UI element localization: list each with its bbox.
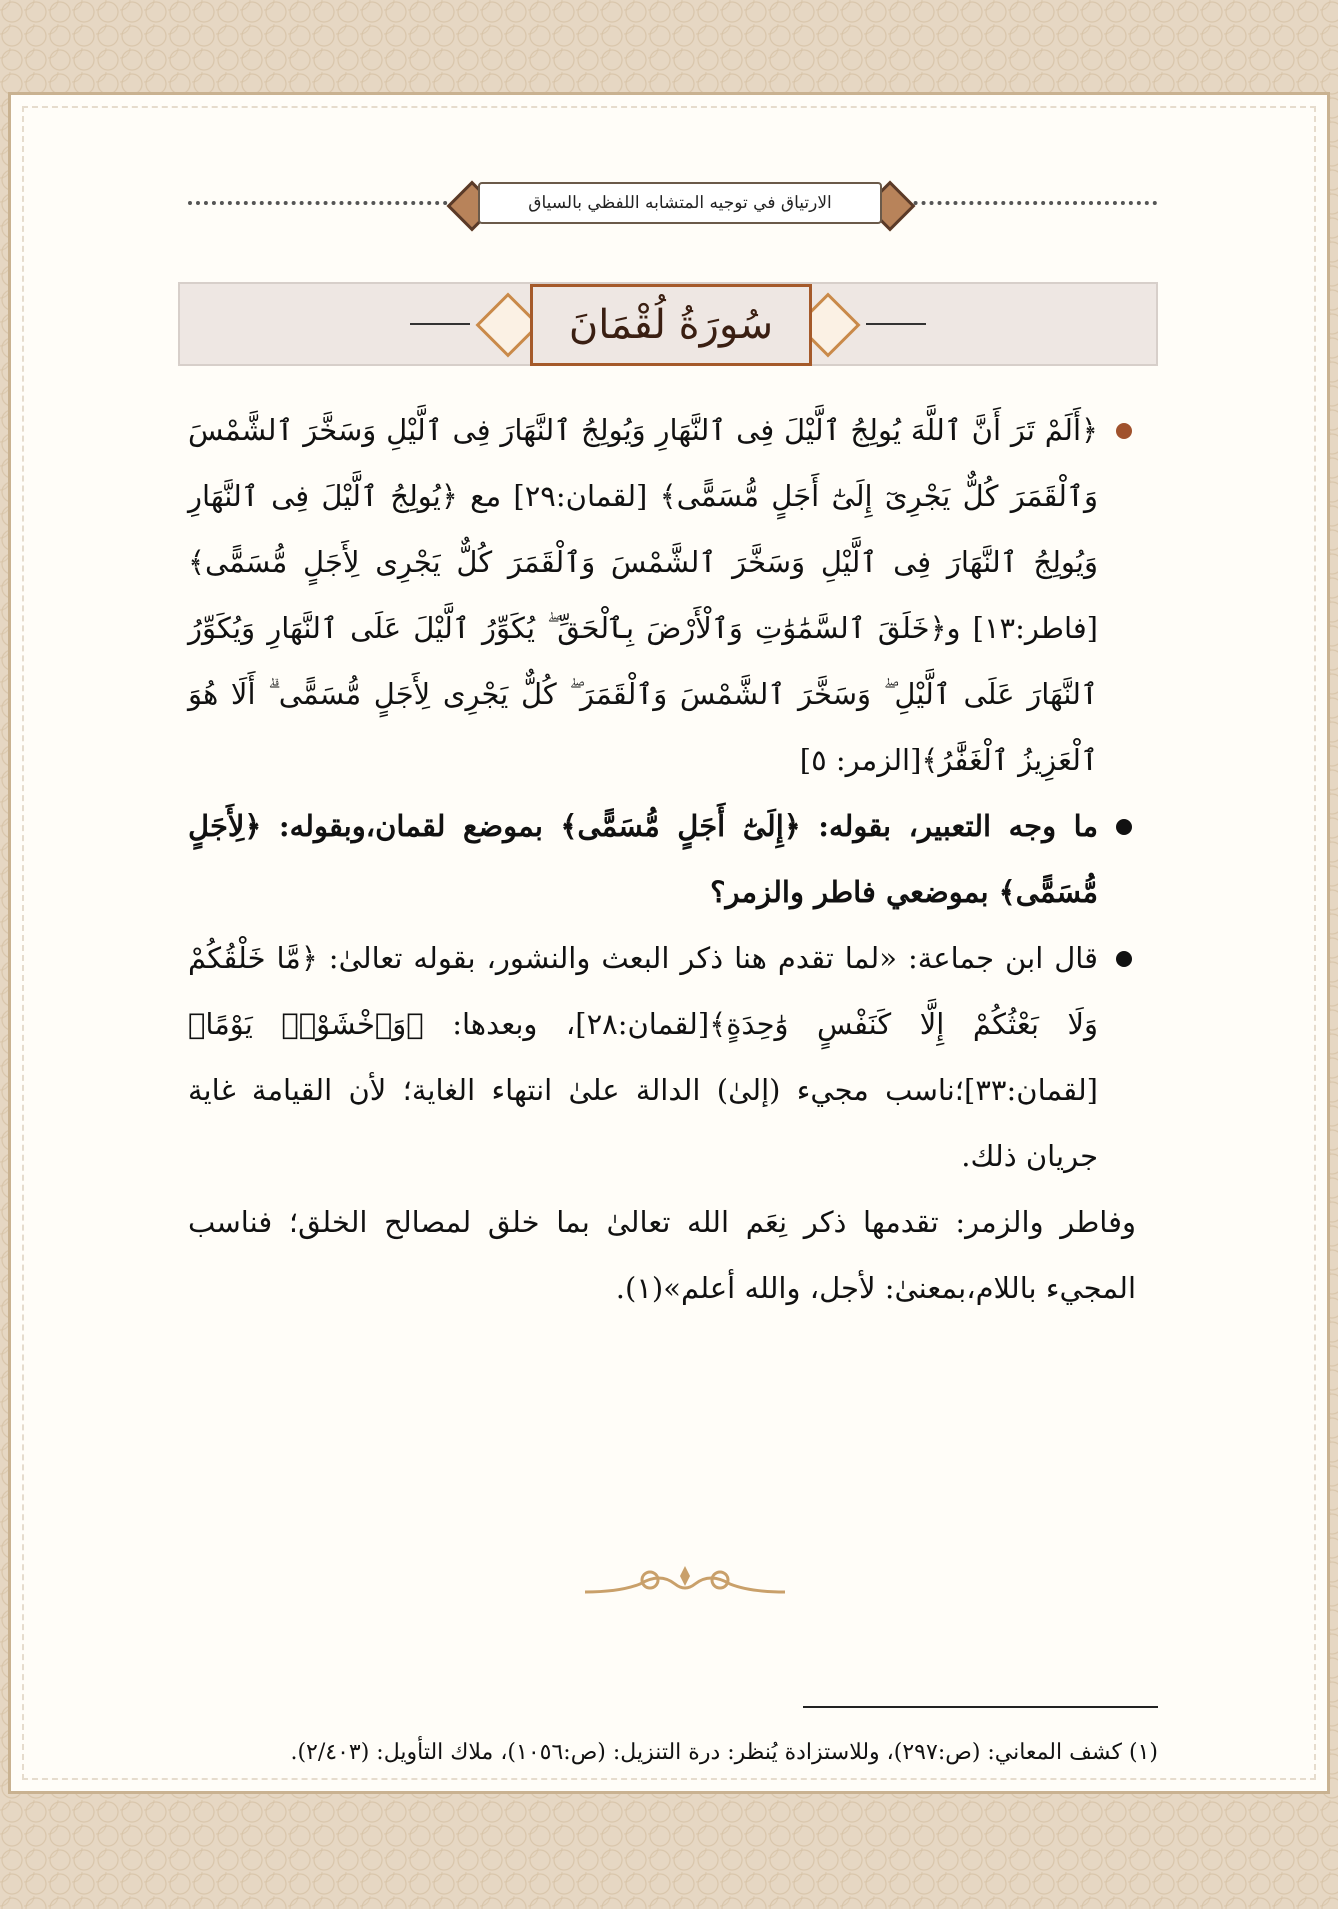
surah-title: سُورَةُ لُقْمَانَ xyxy=(530,284,812,366)
answer-continued-text: وفاطر والزمر: تقدمها ذكر نِعَم الله تعالىٰ بما خلق لمصالح الخلق؛ فناسب المجيء باللام،بمعنىٰ: لأجل، والله أعلم»(١). xyxy=(188,1205,1136,1305)
main-text xyxy=(188,397,1136,1321)
banner-line xyxy=(866,323,926,325)
paragraph-verses xyxy=(188,397,1136,793)
bullet-icon xyxy=(1116,951,1132,967)
banner-line xyxy=(410,323,470,325)
paragraph-answer xyxy=(188,925,1136,1189)
flourish-icon xyxy=(580,1562,790,1606)
running-header-title: الارتياق في توجيه المتشابه اللفظي بالسياق xyxy=(478,182,882,224)
paragraph-answer-continued xyxy=(188,1189,1136,1321)
footnote: (١) كشف المعاني: (ص:٢٩٧)، وللاستزادة يُنظر: درة التنزيل: (ص:١٠٥٦)، ملاك التأويل: (٢/٤٠٣). xyxy=(290,1740,1158,1765)
verses-text: ﴿أَلَمْ تَرَ أَنَّ ٱللَّهَ يُولِجُ ٱلَّيْلَ فِى ٱلنَّهَارِ وَيُولِجُ ٱلنَّهَارَ فِى ٱلَّيْلِ وَسَخَّرَ ٱلشَّمْسَ وَٱلْقَمَرَ كُلٌّ يَجْرِىٓ إِلَىٰٓ أَجَلٍ مُّسَمًّى﴾ [لقمان:٢٩] مع ﴿يُولِجُ ٱلَّيْلَ فِى ٱلنَّهَارِ وَيُولِجُ ٱلنَّهَارَ فِى ٱلَّيْلِ وَسَخَّرَ ٱلشَّمْسَ وَٱلْقَمَرَ كُلٌّ يَجْرِى لِأَجَلٍ مُّسَمًّى﴾[فاطر:١٣] و﴿خَلَقَ ٱلسَّمَٰوَٰتِ وَٱلْأَرْضَ بِٱلْحَقِّ ۖ يُكَوِّرُ ٱلَّيْلَ عَلَى ٱلنَّهَارِ وَيُكَوِّرُ ٱلنَّهَارَ عَلَى ٱلَّيْلِ ۖ وَسَخَّرَ ٱلشَّمْسَ وَٱلْقَمَرَ ۖ كُلٌّ يَجْرِى لِأَجَلٍ مُّسَمًّى ۗ أَلَا هُوَ ٱلْعَزِيزُ ٱلْغَفَّٰرُ﴾[الزمر: ٥] xyxy=(188,413,1098,777)
paragraph-question xyxy=(188,793,1136,925)
bullet-icon xyxy=(1116,423,1132,439)
question-text: ما وجه التعبير، بقوله: ﴿إِلَىٰٓ أَجَلٍ مُّسَمًّى﴾ بموضع لقمان،وبقوله: ﴿لِأَجَلٍ مُّسَمًّى﴾ بموضعي فاطر والزمر؟ xyxy=(188,809,1098,909)
running-header xyxy=(188,184,1158,218)
book-page xyxy=(8,92,1330,1794)
answer-text: قال ابن جماعة: «لما تقدم هنا ذكر البعث والنشور، بقوله تعالىٰ: ﴿مَّا خَلْقُكُمْ وَلَا بَعْثُكُمْ إِلَّا كَنَفْسٍ وَٰحِدَةٍ﴾[لقمان:٢٨]، وبعدها: ﴿وَٱخْشَوْا۟ يَوْمًا﴾[لقمان:٣٣]؛ناسب مجيء (إلىٰ) الدالة علىٰ انتهاء الغاية؛ لأن القيامة غاية جريان ذلك. xyxy=(188,941,1098,1173)
bullet-icon xyxy=(1116,819,1132,835)
footnote-separator xyxy=(803,1706,1158,1708)
surah-banner xyxy=(178,282,1158,366)
